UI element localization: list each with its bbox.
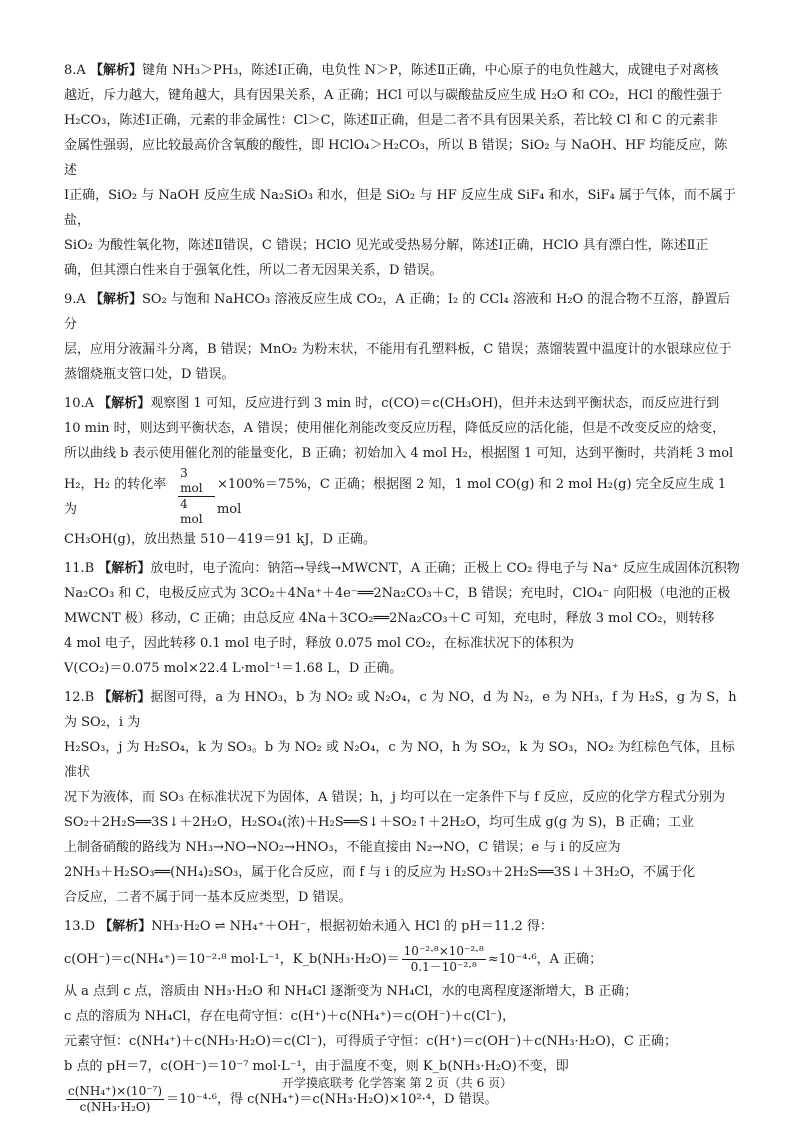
answer-11-line-4: 4 mol 电子，因此转移 0.1 mol 电子时，释放 0.075 mol CO₂，在标准状况下的体积为: [64, 636, 574, 651]
answer-9-line-2: 层，应用分液漏斗分离，B 错误；MnO₂ 为粉末状，不能用有孔塑料板，C 错误；蒸馏装置中温度计的水银球应位于: [64, 342, 732, 357]
answer-11-line-2: Na₂CO₃ 和 C，电极反应式为 3CO₂＋4Na⁺＋4e⁻══2Na₂CO₃＋C，B 错误；充电时，ClO₄⁻ 向阳极（电池的正极: [64, 586, 731, 601]
answer-10-text: 观察图 1 可知，反应进行到 3 min 时，c(CO)＝c(CH₃OH)，但并未达到平衡状态，而反应进行到: [150, 396, 720, 411]
conversion-result: ×100%＝75%，C 正确；根据图 2 知，1 mol CO(g) 和 2 mol H₂(g) 完全反应生成 1 mol: [216, 476, 727, 517]
answer-9-line-3: 蒸馏烧瓶支管口处，D 错误。: [64, 367, 235, 382]
fraction-numerator: 10⁻²·⁸×10⁻²·⁸: [403, 943, 484, 958]
answer-10-line-1: [64, 391, 740, 416]
answer-12-line-7: 合反应，二者不属于同一基本反应类型，D 错误。: [64, 890, 352, 905]
answer-13-line-3: 从 a 点到 c 点，溶质由 NH₃·H₂O 和 NH₄Cl 逐渐变为 NH₄Cl，水的电离程度逐渐增大，B 正确；: [64, 984, 638, 999]
answer-12-line-4: SO₂＋2H₂S══3S↓＋2H₂O，H₂SO₄(浓)＋H₂S══S↓＋SO₂↑＋2H₂O，均可生成 g(g 为 S)，B 正确；工业: [64, 815, 694, 830]
answer-11: [64, 556, 740, 681]
answer-12-line-5: 上制备硝酸的路线为 NH₃→NO→NO₂→HNO₃，不能直接由 N₂→NO，C 错误；e 与 i 的反应为: [64, 840, 621, 855]
answer-13-line-5: 元素守恒：c(NH₄⁺)＋c(NH₃·H₂O)＝c(Cl⁻)，可得质子守恒：c(H⁺)＝c(OH⁻)＋c(NH₃·H₂O)，C 正确；: [64, 1034, 677, 1049]
answer-9-text: SO₂ 与饱和 NaHCO₃ 溶液反应生成 CO₂，A 正确；I₂ 的 CCl₄ 溶液和 H₂O 的混合物不互溶，静置后分: [64, 292, 731, 332]
answer-8-line-6: SiO₂ 为酸性氧化物，陈述Ⅱ错误，C 错误；HClO 见光或受热易分解，陈述Ⅰ正确，HClO 具有漂白性，陈述Ⅱ正: [64, 238, 709, 253]
answer-8-line-1: [64, 58, 740, 83]
answer-10-line-3: 所以曲线 b 表示使用催化剂的能量变化，B 正确；初始加入 4 mol H₂，根据图 1 可知，达到平衡时，共消耗 3 mol: [64, 446, 734, 461]
analysis-tag: 【解析】: [89, 63, 142, 78]
page-footer: 开学摸底联考 化学答案 第 2 页（共 6 页）: [281, 1076, 513, 1090]
answer-11-head: 11.B: [64, 561, 95, 576]
answer-12-line-3: 况下为液体，而 SO₃ 在标准状况下为固体，A 错误；h，j 均可以在一定条件下与 f 反应，反应的化学方程式分别为: [64, 790, 726, 805]
answer-12: [64, 685, 740, 910]
answer-13-head: 13.D: [64, 919, 96, 934]
answer-8-line-3: H₂CO₃，陈述Ⅰ正确，元素的非金属性：Cl＞C，陈述Ⅱ正确，但是二者不具有因果关系，若比较 Cl 和 C 的元素非: [64, 113, 718, 128]
answer-content: [64, 58, 740, 1123]
conversion-fraction: [178, 466, 215, 527]
answer-10: [64, 391, 740, 552]
answer-13-line-1: [64, 914, 740, 939]
fraction-numerator: 3 mol: [178, 466, 215, 497]
kb-text: c(OH⁻)＝c(NH₄⁺)＝10⁻²·⁸ mol·L⁻¹，K_b(NH₃·H₂O)＝: [64, 951, 400, 967]
fraction-denominator: 4 mol: [180, 497, 203, 526]
answer-11-line-1: [64, 556, 740, 581]
kb-line: [64, 939, 740, 979]
answer-8-line-5: Ⅰ正确，SiO₂ 与 NaOH 反应生成 Na₂SiO₃ 和水，但是 SiO₂ 与 HF 反应生成 SiF₄ 和水，SiF₄ 属于气体，而不属于盐，: [64, 188, 736, 228]
kb-fraction: [402, 944, 486, 975]
answer-11-line-5: V(CO₂)＝0.075 mol×22.4 L·mol⁻¹＝1.68 L，D 正确。: [64, 661, 403, 676]
fraction-numerator: c(NH₄⁺)×(10⁻⁷): [68, 1083, 163, 1098]
answer-13-line-6: b 点的 pH＝7，c(OH⁻)＝10⁻⁷ mol·L⁻¹，由于温度不变，则 K_b(NH₃·H₂O)不变，即: [64, 1059, 569, 1074]
analysis-tag: 【解析】: [98, 690, 151, 705]
answer-12-line-6: 2NH₃＋H₂SO₃══(NH₄)₂SO₃，属于化合反应，而 f 与 i 的反应为 H₂SO₃＋2H₂S══3S↓＋3H₂O，不属于化: [64, 865, 696, 880]
answer-10-head: 10.A: [64, 396, 95, 411]
answer-8-head: 8.A: [64, 63, 86, 78]
fraction-denominator: 0.1－10⁻²·⁸: [410, 959, 477, 974]
answer-8-text: 键角 NH₃＞PH₃，陈述Ⅰ正确，电负性 N＞P，陈述Ⅱ正确，中心原子的电负性越大，成键电子对离核: [141, 63, 719, 78]
answer-11-text: 放电时，电子流向：钠箔→导线→MWCNT，A 正确；正极上 CO₂ 得电子与 Na⁺ 反应生成固体沉积物: [150, 561, 740, 576]
answer-8-line-2: 越近，斥力越大，键角越大，具有因果关系，A 正确；HCl 可以与碳酸盐反应生成 H₂O 和 CO₂，HCl 的酸性强于: [64, 88, 723, 103]
answer-8: [64, 58, 740, 283]
fraction-denominator: c(NH₃·H₂O): [79, 1099, 151, 1114]
answer-10-line-last: CH₃OH(g)，放出热量 510－419＝91 kJ，D 正确。: [64, 532, 377, 547]
analysis-tag: 【解析】: [98, 561, 151, 576]
answer-12-head: 12.B: [64, 690, 95, 705]
answer-10-fraction-line: [64, 466, 740, 527]
analysis-tag: 【解析】: [89, 292, 142, 307]
answer-12-line-1: [64, 685, 740, 735]
answer-9-head: 9.A: [64, 292, 86, 307]
answer-10-line-2: 10 min 时，则达到平衡状态，A 错误；使用催化剂能改变反应历程，降低反应的活化能，但是不改变反应的焓变，: [64, 421, 726, 436]
answer-9-line-1: [64, 287, 740, 337]
analysis-tag: 【解析】: [99, 919, 152, 934]
answer-12-text: 据图可得，a 为 HNO₃，b 为 NO₂ 或 N₂O₄，c 为 NO，d 为 N₂，e 为 NH₃，f 为 H₂S，g 为 S，h 为 SO₂，i 为: [64, 690, 737, 730]
ratio-result: ＝10⁻⁴·⁶，得 c(NH₄⁺)＝c(NH₃·H₂O)×10²·⁴，D 错误。: [166, 1091, 498, 1107]
answer-13-line-4: c 点的溶质为 NH₄Cl，存在电荷守恒：c(H⁺)＋c(NH₄⁺)＝c(OH⁻)＋c(Cl⁻)，: [64, 1009, 516, 1024]
conversion-text: H₂，H₂ 的转化率为: [64, 476, 167, 517]
answer-8-line-4: 金属性强弱，应比较最高价含氧酸的酸性，即 HClO₄＞H₂CO₃，所以 B 错误；SiO₂ 与 NaOH、HF 均能反应，陈述: [64, 138, 728, 178]
answer-11-line-3: MWCNT 极）移动，C 正确；由总反应 4Na＋3CO₂══2Na₂CO₃＋C 可知，充电时，释放 3 mol CO₂，则转移: [64, 611, 715, 626]
answer-13-text: NH₃·H₂O ⇌ NH₄⁺＋OH⁻，根据初始未通入 HCl 的 pH＝11.2 得：: [151, 919, 553, 934]
answer-8-line-7: 确，但其漂白性来自于强氧化性，所以二者无因果关系，D 错误。: [64, 263, 443, 278]
kb-result: ≈10⁻⁴·⁶，A 正确；: [487, 951, 603, 967]
answer-9: [64, 287, 740, 387]
analysis-tag: 【解析】: [98, 396, 151, 411]
answer-12-line-2: H₂SO₃，j 为 H₂SO₄，k 为 SO₃。b 为 NO₂ 或 N₂O₄，c 为 NO，h 为 SO₂，k 为 SO₃，NO₂ 为红棕色气体，且标准状: [64, 740, 735, 780]
